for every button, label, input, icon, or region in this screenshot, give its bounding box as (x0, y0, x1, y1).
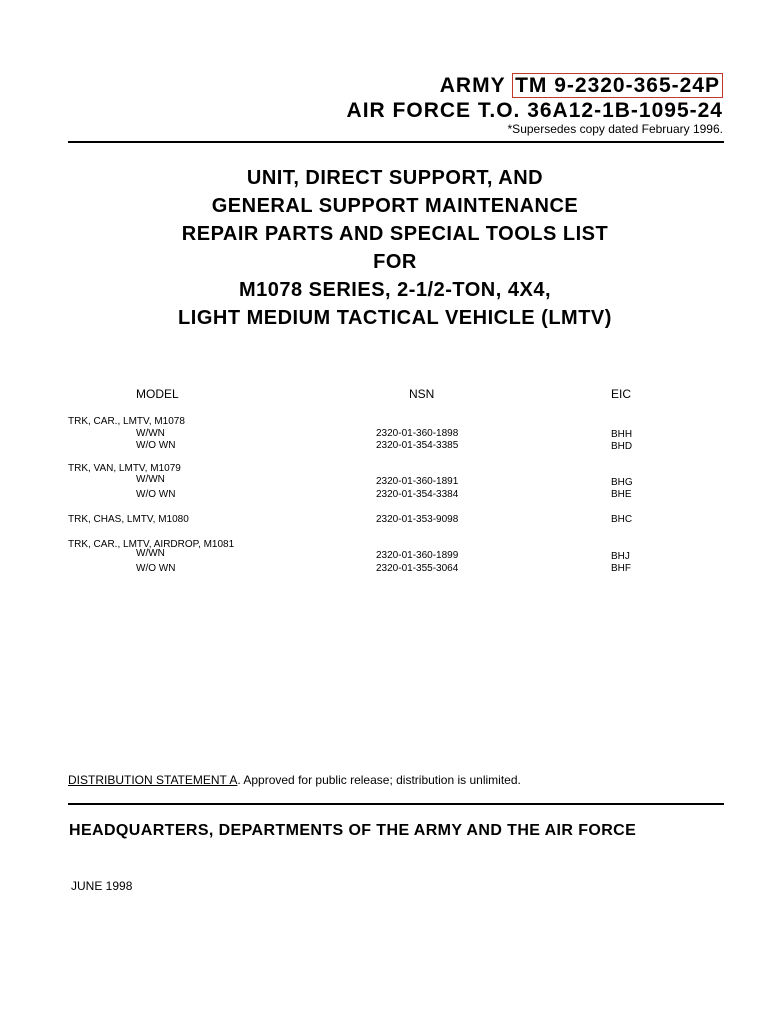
model-name: TRK, CHAS, LMTV, M1080 (68, 514, 189, 525)
model-variant: W/WN (136, 548, 165, 559)
title-line: FOR (373, 251, 417, 273)
nsn-value: 2320-01-353-9098 (376, 514, 459, 525)
column-header-model: MODEL (136, 387, 179, 401)
title-line: REPAIR PARTS AND SPECIAL TOOLS LIST (181, 223, 609, 245)
nsn-value: 2320-01-354-3384 (376, 489, 459, 500)
air-force-to-line: AIR FORCE T.O. 36A12-1B-1095-24 (346, 99, 723, 122)
model-name: TRK, VAN, LMTV, M1079 (68, 463, 181, 474)
eic-value: BHF (611, 563, 631, 574)
column-header-nsn: NSN (409, 387, 435, 401)
army-tm-line (440, 74, 723, 98)
army-tm-number: TM 9-2320-365-24P (512, 73, 723, 98)
model-variant: W/O WN (136, 440, 176, 451)
top-divider (68, 141, 724, 143)
model-name: TRK, CAR., LMTV, M1078 (68, 416, 185, 427)
eic-value: BHG (611, 477, 633, 488)
nsn-value: 2320-01-360-1898 (376, 428, 459, 439)
nsn-value: 2320-01-360-1899 (376, 550, 459, 561)
eic-value: BHH (611, 429, 633, 440)
title-line: LIGHT MEDIUM TACTICAL VEHICLE (LMTV) (178, 307, 612, 329)
eic-value: BHC (611, 514, 633, 525)
model-variant: W/O WN (136, 563, 176, 574)
document-title (0, 164, 768, 332)
title-line: M1078 SERIES, 2-1/2-TON, 4X4, (238, 279, 552, 301)
bottom-divider (68, 803, 724, 805)
distribution-label: DISTRIBUTION STATEMENT A (68, 773, 238, 787)
army-label: ARMY (439, 74, 506, 97)
nsn-value: 2320-01-354-3385 (376, 440, 459, 451)
publication-date: JUNE 1998 (71, 879, 133, 893)
nsn-value: 2320-01-360-1891 (376, 476, 459, 487)
model-name: TRK, CAR., LMTV, AIRDROP, M1081 (68, 539, 235, 550)
nsn-value: 2320-01-355-3064 (376, 563, 459, 574)
headquarters-line: HEADQUARTERS, DEPARTMENTS OF THE ARMY AND THE AIR FORCE (69, 822, 637, 839)
title-line: UNIT, DIRECT SUPPORT, AND (246, 167, 544, 189)
column-header-eic: EIC (611, 387, 632, 401)
model-variant: W/WN (136, 428, 165, 439)
eic-value: BHD (611, 441, 633, 452)
title-line: GENERAL SUPPORT MAINTENANCE (211, 195, 579, 217)
eic-value: BHJ (611, 551, 630, 562)
eic-value: BHE (611, 489, 632, 500)
model-variant: W/O WN (136, 489, 176, 500)
distribution-text: . Approved for public release; distribution is unlimited. (237, 773, 521, 787)
supersedes-note: *Supersedes copy dated February 1996. (507, 122, 723, 136)
distribution-statement (68, 773, 521, 787)
model-variant: W/WN (136, 474, 165, 485)
